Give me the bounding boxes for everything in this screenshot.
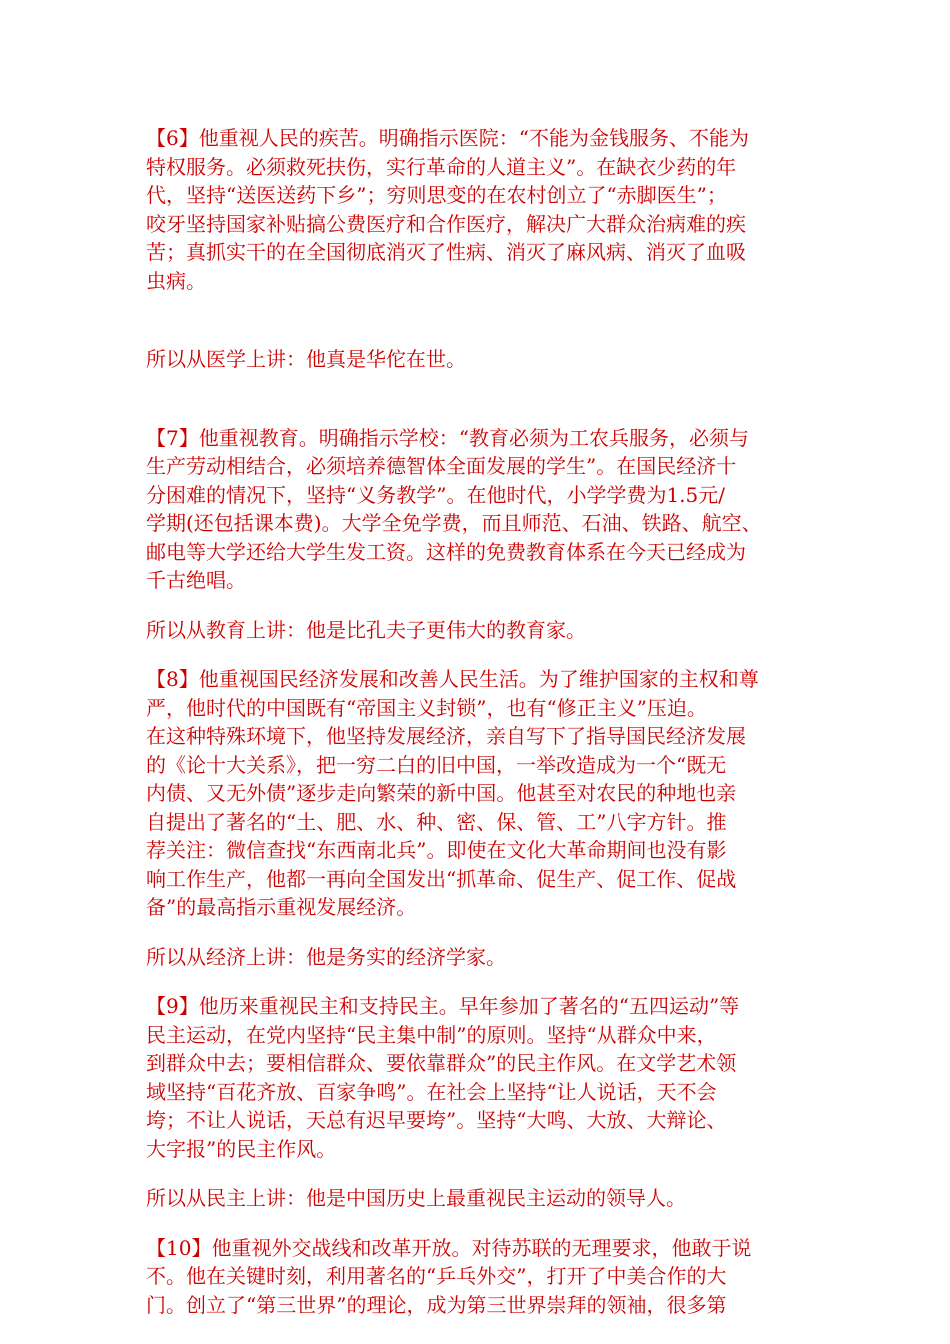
text-line: 特权服务。必须救死扶伤，实行革命的人道主义”。在缺衣少药的年 bbox=[146, 154, 737, 179]
text-line: 到群众中去；要相信群众、要依靠群众”的民主作风。在文学艺术领 bbox=[146, 1051, 737, 1075]
text-line: 域坚持“百花齐放、百家争鸣”。在社会上坚持“让人说话，天不会 bbox=[146, 1079, 717, 1104]
text-line: 咬牙坚持国家补贴搞公费医疗和合作医疗，解决广大群众治病难的疾 bbox=[146, 211, 746, 236]
text-line: 的《论十大关系》，把一穷二白的旧中国，一举改造成为一个“既无 bbox=[146, 752, 727, 777]
text-line: 【9】他历来重视民主和支持民主。早年参加了著名的“五四运动”等 bbox=[146, 994, 740, 1018]
paragraph-economy bbox=[146, 665, 811, 922]
text-line: 垮；不让人说话，天总有迟早要垮”。坚持“大鸣、大放、大辩论、 bbox=[146, 1108, 727, 1132]
text-line: 代，坚持“送医送药下乡”；穷则思变的在农村创立了“赤脚医生”； bbox=[146, 183, 727, 207]
text-line: 荐关注：微信查找“东西南北兵”。即使在文化大革命期间也没有影 bbox=[146, 838, 727, 862]
text-line: 【7】他重视教育。明确指示学校：“教育必须为工农兵服务，必须与 bbox=[146, 425, 749, 450]
paragraph-democracy bbox=[146, 992, 811, 1163]
text-line: 【10】他重视外交战线和改革开放。对待苏联的无理要求，他敢于说 bbox=[146, 1235, 752, 1260]
text-line: 分困难的情况下，坚持“义务教学”。在他时代，小学学费为1.5元/ bbox=[146, 482, 725, 507]
text-line: 民主运动，在党内坚持“民主集中制”的原则。坚持“从群众中来， bbox=[146, 1022, 717, 1047]
text-line: 学期(还包括课本费)。大学全免学费，而且师范、石油、铁路、航空、 bbox=[146, 511, 762, 535]
text-line: 内债、又无外债”逐步走向繁荣的新中国。他甚至对农民的种地也亲 bbox=[146, 781, 737, 805]
paragraph-medicine-summary bbox=[146, 345, 811, 374]
text-line: 备”的最高指示重视发展经济。 bbox=[146, 895, 417, 919]
text-line: 所以从教育上讲：他是比孔夫子更伟大的教育家。 bbox=[146, 617, 586, 642]
text-line: 响工作生产，他都一再向全国发出“抓革命、促生产、促工作、促战 bbox=[146, 866, 737, 891]
paragraph-education-summary bbox=[146, 616, 811, 645]
text-line: 所以从民主上讲：他是中国历史上最重视民主运动的领导人。 bbox=[146, 1186, 686, 1210]
text-line: 苦；真抓实干的在全国彻底消灭了性病、消灭了麻风病、消灭了血吸 bbox=[146, 240, 746, 264]
document-body bbox=[146, 124, 811, 1319]
text-line: 虫病。 bbox=[146, 268, 206, 293]
text-line: 自提出了著名的“土、肥、水、种、密、保、管、工”八字方针。推 bbox=[146, 809, 727, 834]
paragraph-economy-summary bbox=[146, 943, 811, 972]
text-line: 生产劳动相结合，必须培养德智体全面发展的学生”。在国民经济十 bbox=[146, 454, 737, 478]
text-line: 邮电等大学还给大学生发工资。这样的免费教育体系在今天已经成为 bbox=[146, 539, 746, 564]
text-line: 在这种特殊环境下，他坚持发展经济，亲自写下了指导国民经济发展 bbox=[146, 724, 746, 748]
text-line: 所以从经济上讲：他是务实的经济学家。 bbox=[146, 944, 506, 969]
text-line: 【6】他重视人民的疾苦。明确指示医院：“不能为金钱服务、不能为 bbox=[146, 126, 749, 150]
text-line: 千古绝唱。 bbox=[146, 568, 246, 592]
paragraph-diplomacy bbox=[146, 1234, 811, 1320]
text-line: 不。他在关键时刻，利用著名的“乒乓外交”，打开了中美合作的大 bbox=[146, 1264, 727, 1288]
text-line: 严，他时代的中国既有“帝国主义封锁”，也有“修正主义”压迫。 bbox=[146, 695, 707, 720]
text-line: 【8】他重视国民经济发展和改善人民生活。为了维护国家的主权和尊 bbox=[146, 667, 759, 691]
text-line: 大字报”的民主作风。 bbox=[146, 1136, 337, 1161]
text-line: 所以从医学上讲：他真是华佗在世。 bbox=[146, 347, 466, 371]
paragraph-medicine bbox=[146, 124, 811, 295]
text-line: 门。创立了“第三世界”的理论，成为第三世界崇拜的领袖，很多第 bbox=[146, 1292, 727, 1317]
paragraph-education bbox=[146, 424, 811, 595]
paragraph-democracy-summary bbox=[146, 1184, 811, 1213]
